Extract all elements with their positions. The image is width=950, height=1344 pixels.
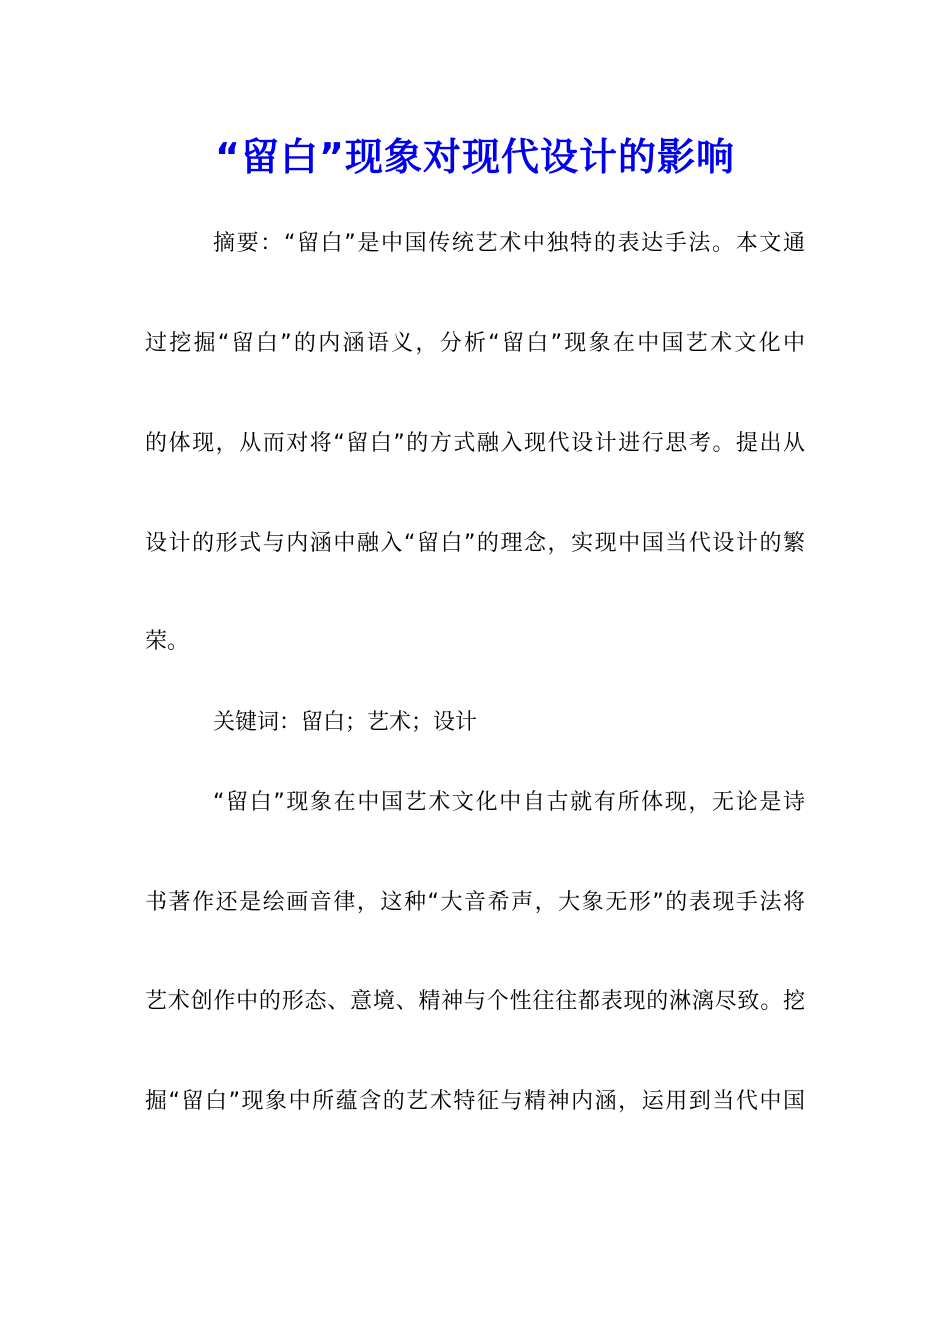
- body-line: 书著作还是绘画音律，这种“大音希声，大象无形”的表现手法将: [145, 890, 805, 915]
- body-line: 艺术创作中的形态、意境、精神与个性往往都表现的淋漓尽致。挖: [145, 989, 805, 1014]
- body-line: 掘“留白”现象中所蕴含的艺术特征与精神内涵，运用到当代中国: [145, 1089, 805, 1114]
- abstract-line: 过挖掘“留白”的内涵语义，分析“留白”现象在中国艺术文化中: [145, 331, 805, 356]
- abstract-line: 设计的形式与内涵中融入“留白”的理念，实现中国当代设计的繁: [145, 531, 805, 556]
- abstract-line: 摘要：“留白”是中国传统艺术中独特的表达手法。本文通: [213, 231, 805, 256]
- abstract-line: 荣。: [145, 629, 190, 654]
- document-title: “留白”现象对现代设计的影响: [215, 135, 735, 179]
- keywords: 关键词：留白；艺术；设计: [213, 710, 478, 735]
- abstract-line: 的体现，从而对将“留白”的方式融入现代设计进行思考。提出从: [145, 431, 805, 456]
- body-line: “留白”现象在中国艺术文化中自古就有所体现，无论是诗: [213, 790, 805, 815]
